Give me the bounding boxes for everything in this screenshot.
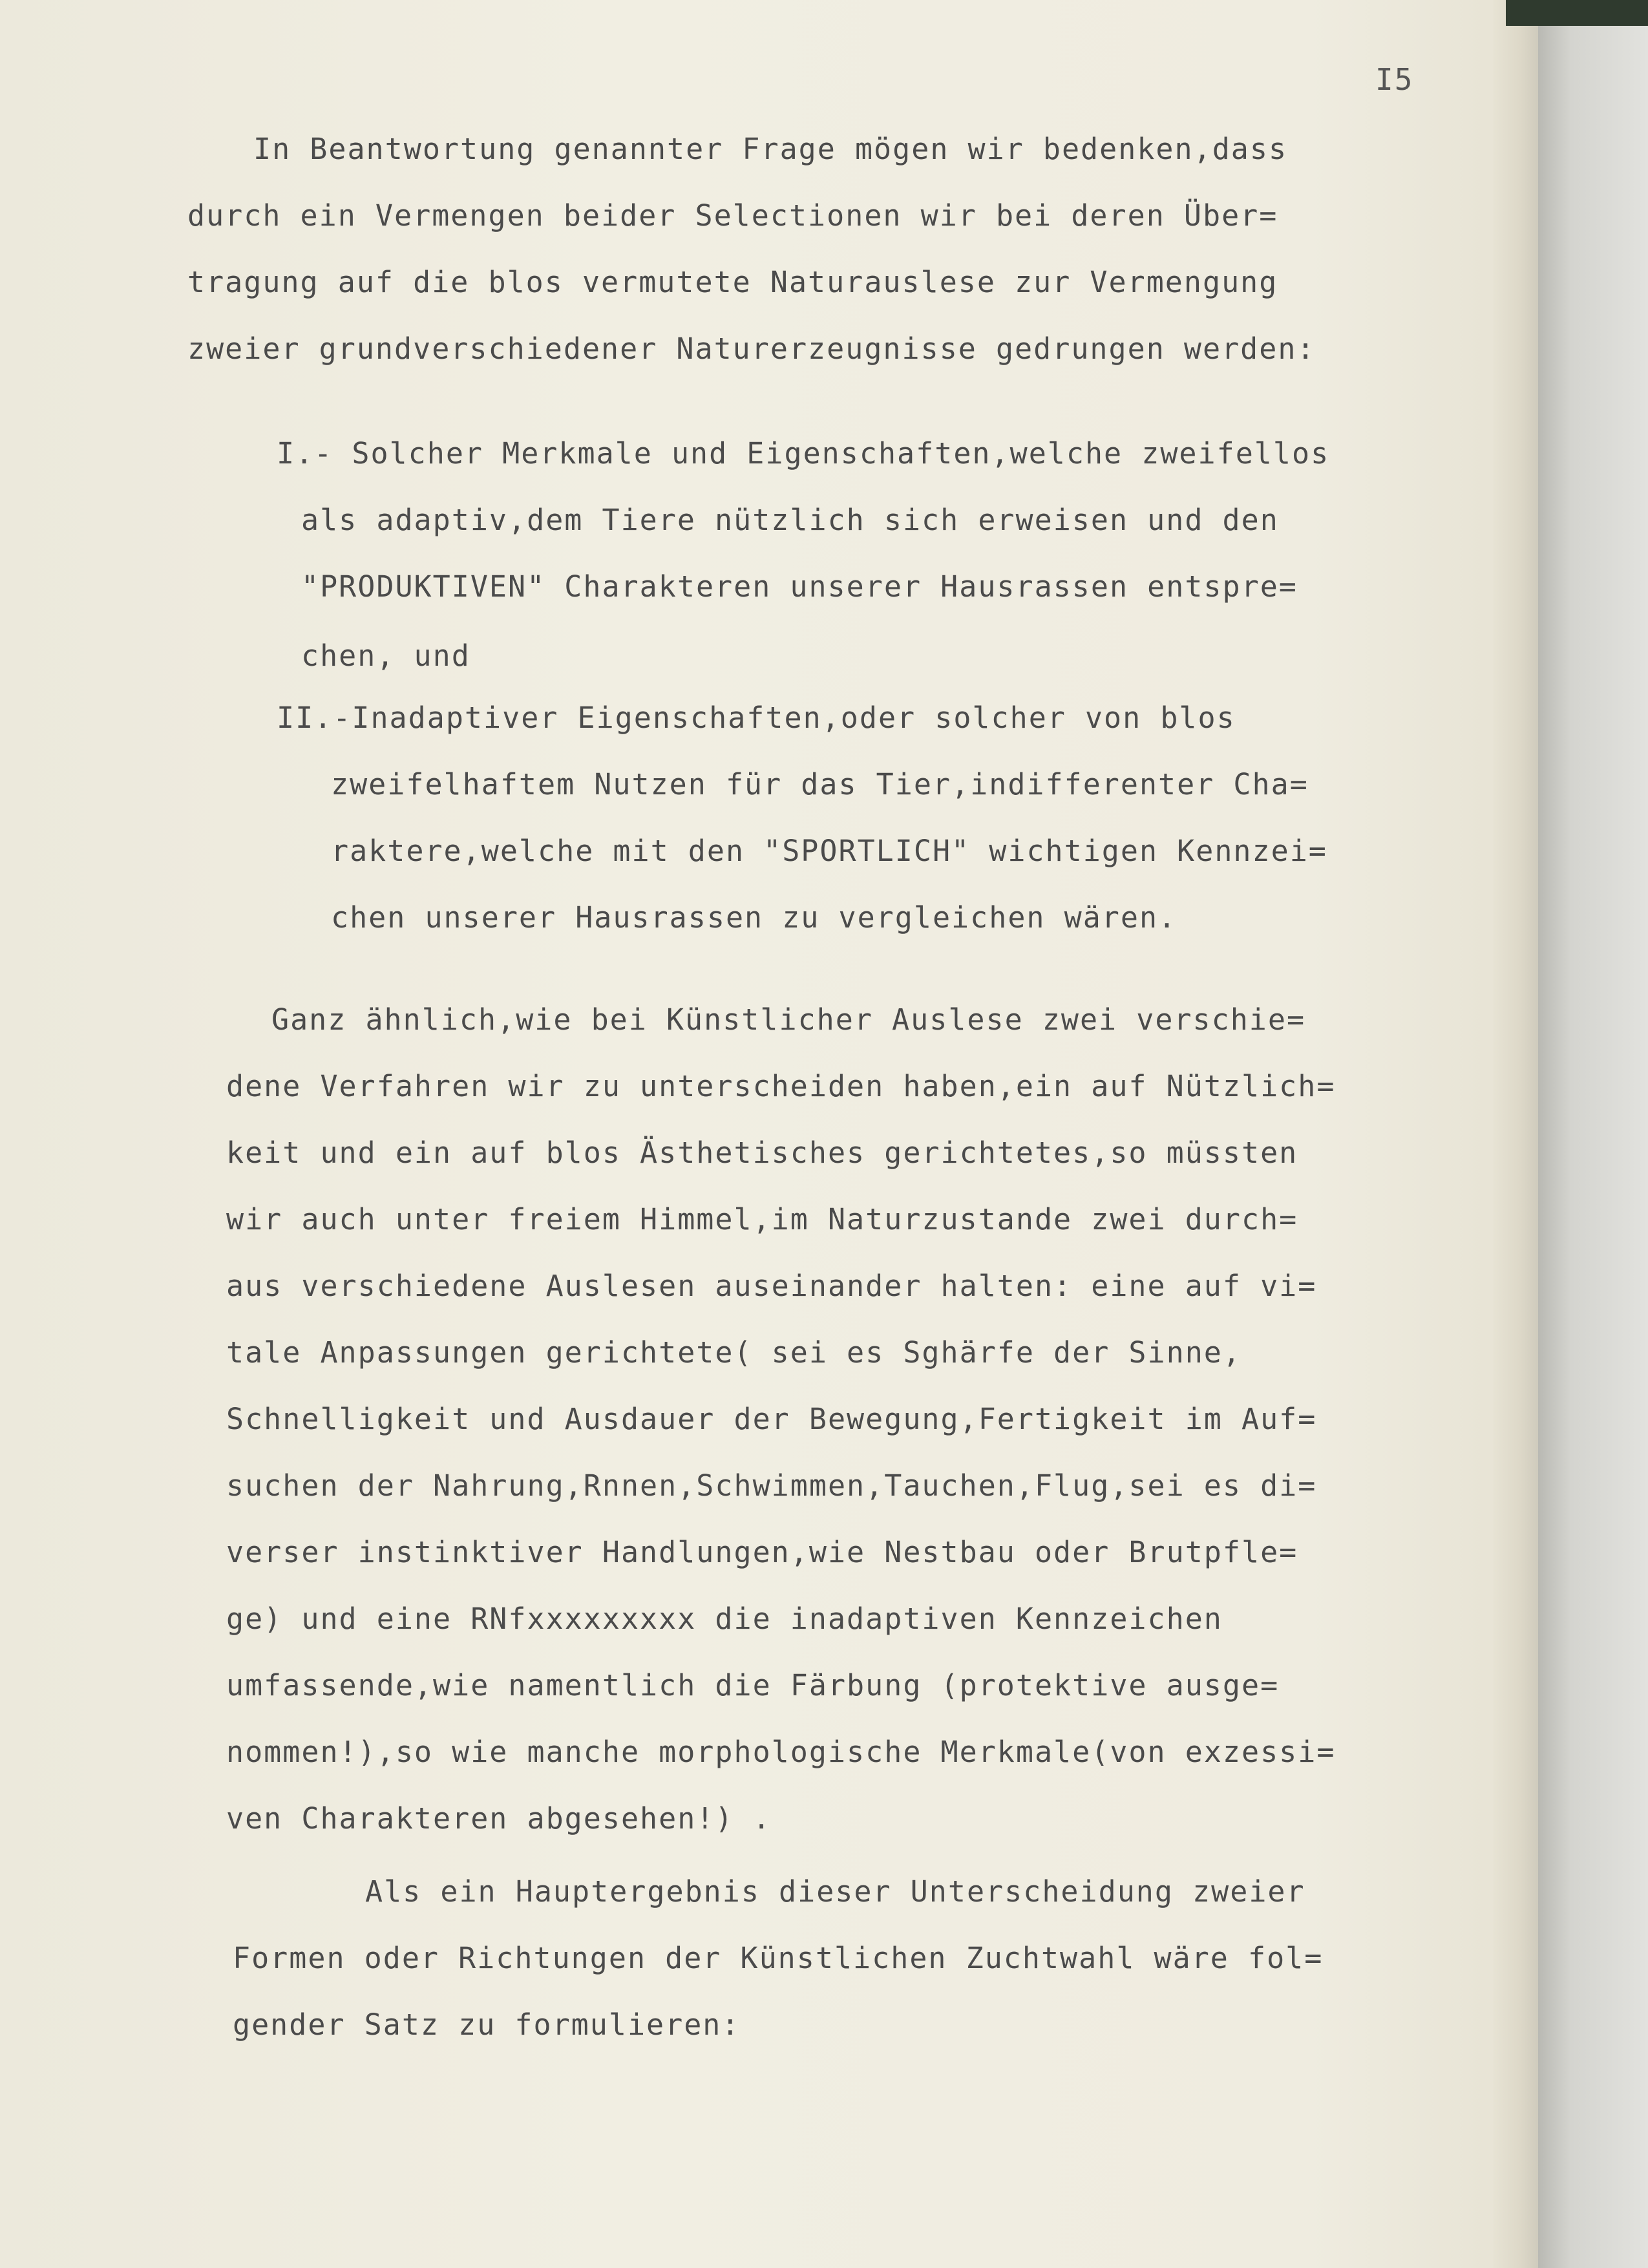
text-line: Ganz ähnlich,wie bei Künstlicher Auslese zwei verschie= <box>271 1002 1306 1037</box>
text-line: dene Verfahren wir zu unterscheiden haben,ein auf Nützlich= <box>226 1069 1336 1103</box>
text-line: als adaptiv,dem Tiere nützlich sich erweisen und den <box>301 503 1279 537</box>
text-line: wir auch unter freiem Himmel,im Naturzustande zwei durch= <box>226 1202 1298 1236</box>
text-line: chen unserer Hausrassen zu vergleichen wären. <box>331 900 1178 935</box>
text-line: durch ein Vermengen beider Selectionen wir bei deren Über= <box>187 198 1278 233</box>
scan-backing <box>1538 0 1648 2268</box>
text-line: II.-Inadaptiver Eigenschaften,oder solcher von blos <box>277 701 1236 735</box>
text-line: Schnelligkeit und Ausdauer der Bewegung,Fertigkeit im Auf= <box>226 1402 1317 1436</box>
text-line: suchen der Nahrung,Rnnen,Schwimmen,Tauchen,Flug,sei es di= <box>226 1468 1317 1503</box>
page-number: I5 <box>1375 62 1414 97</box>
text-line: nommen!),so wie manche morphologische Merkmale(von exzessi= <box>226 1735 1336 1769</box>
text-line: ven Charakteren abgesehen!) . <box>226 1801 772 1836</box>
text-line: gender Satz zu formulieren: <box>233 2008 741 2042</box>
text-line: raktere,welche mit den "SPORTLICH" wichtigen Kennzei= <box>331 834 1327 868</box>
text-line: In Beantwortung genannter Frage mögen wir bedenken,dass <box>253 132 1288 166</box>
text-line: I.- Solcher Merkmale und Eigenschaften,welche zweifellos <box>277 436 1330 471</box>
text-line: chen, und <box>301 639 470 673</box>
text-line: Als ein Hauptergebnis dieser Unterscheidung zweier <box>365 1874 1305 1909</box>
text-line: umfassende,wie namentlich die Färbung (protektive ausge= <box>226 1668 1280 1702</box>
text-line: aus verschiedene Auslesen auseinander halten: eine auf vi= <box>226 1269 1317 1303</box>
text-line: "PRODUKTIVEN" Charakteren unserer Hausrassen entspre= <box>301 569 1298 604</box>
text-line: verser instinktiver Handlungen,wie Nestbau oder Brutpfle= <box>226 1535 1298 1569</box>
text-line: Formen oder Richtungen der Künstlichen Zuchtwahl wäre fol= <box>233 1941 1324 1975</box>
text-line: tale Anpassungen gerichtete( sei es Sghärfe der Sinne, <box>226 1335 1241 1370</box>
text-line: zweifelhaftem Nutzen für das Tier,indifferenter Cha= <box>331 767 1309 801</box>
text-line: keit und ein auf blos Ästhetisches gerichtetes,so müssten <box>226 1136 1298 1170</box>
text-line: zweier grundverschiedener Naturerzeugnisse gedrungen werden: <box>187 332 1316 366</box>
text-line: tragung auf die blos vermutete Naturauslese zur Vermengung <box>187 265 1278 299</box>
text-line: ge) und eine RNfxxxxxxxxx die inadaptiven Kennzeichen <box>226 1602 1223 1636</box>
